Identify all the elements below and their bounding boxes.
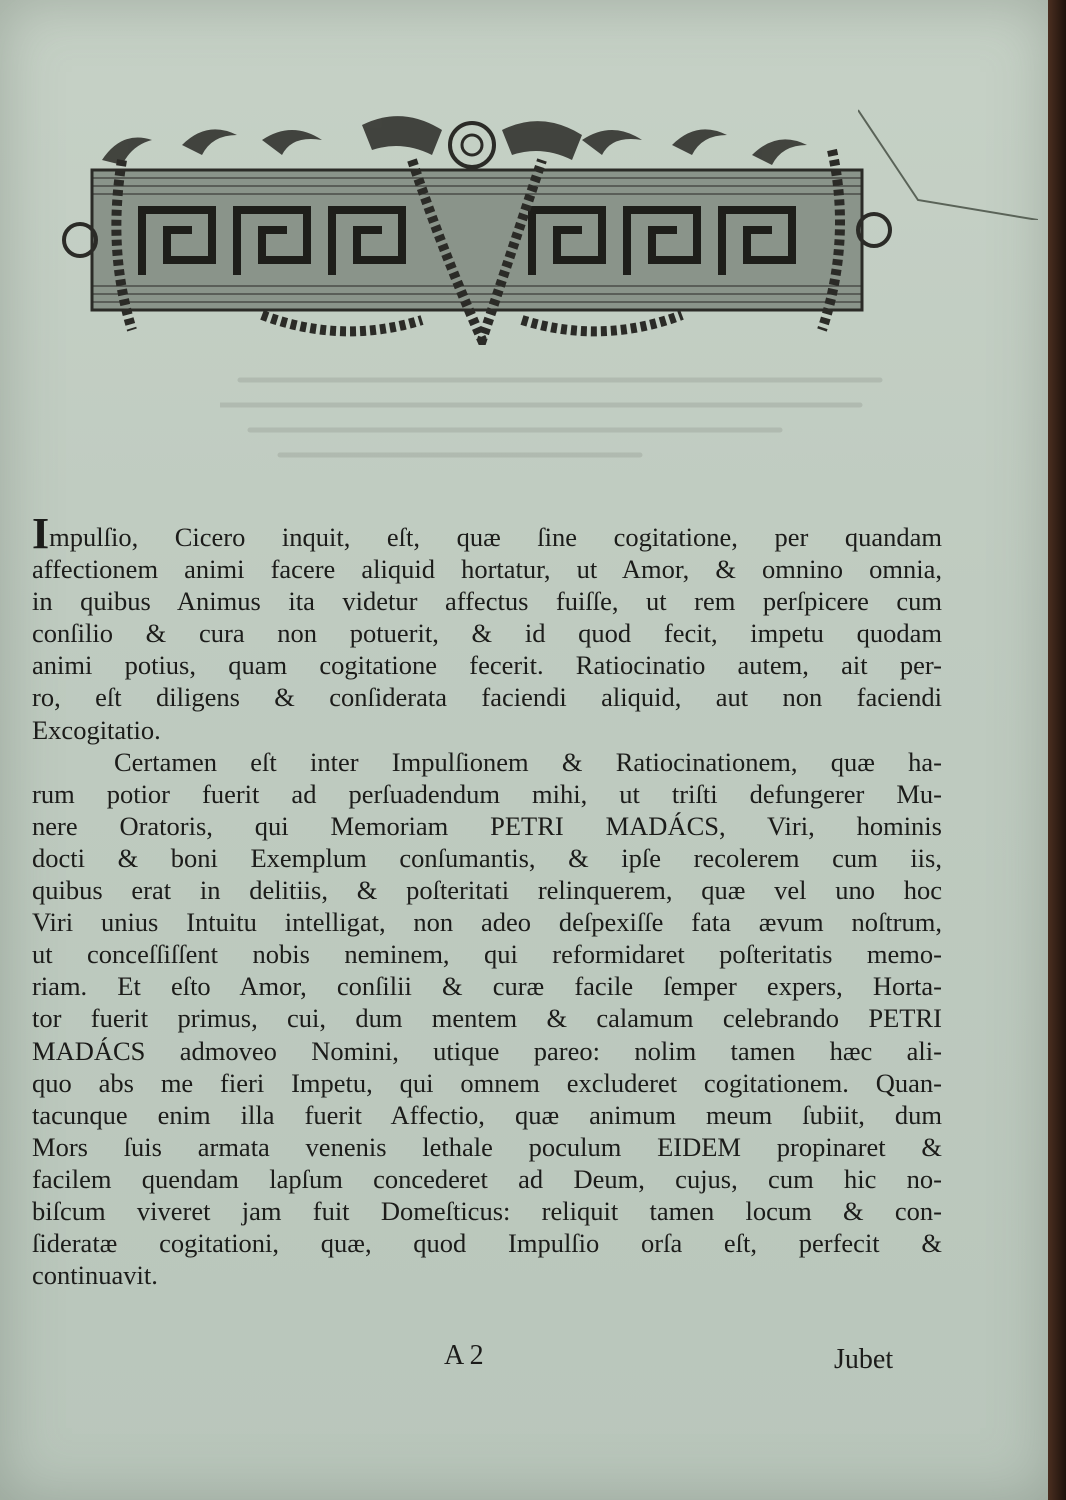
text-line: tor fuerit primus, cui, dum mentem & calamum celebrando PETRI — [32, 1003, 942, 1034]
body-text — [32, 509, 942, 1291]
text-line: ro, eſt diligens & conſiderata faciendi aliquid, aut non faciendi — [32, 682, 942, 713]
text-line: Mors ſuis armata venenis lethale poculum EIDEM propinaret & — [32, 1131, 942, 1162]
text-line: nere Oratoris, qui Memoriam PETRI MADÁCS, Viri, hominis — [32, 810, 942, 841]
text-line: in quibus Animus ita videtur affectus fuiſſe, ut rem perſpicere cum — [32, 586, 942, 617]
text-line: Impulſio, Cicero inquit, eſt, quæ ſine cogitatione, per quandam — [32, 509, 942, 558]
catchword: Jubet — [834, 1344, 894, 1375]
text-line: animi potius, quam cogitatione fecerit. Ratiocinatio autem, ait per- — [32, 650, 942, 681]
text-line: rum potior fuerit ad perſuadendum mihi, ut triſti defungerer Mu- — [32, 778, 942, 809]
text-line: facilem quendam lapſum concederet ad Deum, cujus, cum hic no- — [32, 1163, 942, 1194]
text-line: continuavit. — [32, 1260, 158, 1291]
signature-mark: A 2 — [444, 1340, 484, 1371]
drop-cap: I — [32, 509, 50, 558]
bleed-through-text — [220, 370, 900, 470]
text-line: MADÁCS admoveo Nomini, utique pareo: nolim tamen hæc ali- — [32, 1035, 942, 1066]
greek-key-headpiece — [62, 100, 892, 345]
text-line: quo abs me fieri Impetu, qui omnem excluderet cogitationem. Quan- — [32, 1067, 942, 1098]
text-line: quibus erat in delitiis, & poſteritati relinquerem, quæ vel uno hoc — [32, 875, 942, 906]
text-line: tacunque enim illa fuerit Affectio, quæ animum meum ſubiit, dum — [32, 1099, 942, 1130]
text-line: ſideratæ cogitationi, quæ, quod Impulſio orſa eſt, perfecit & — [32, 1228, 942, 1259]
text-line: ut conceſſiſſent nobis neminem, qui reformidaret poſteritatis memo- — [32, 939, 942, 970]
text-line: biſcum viveret jam fuit Domeſticus: reliquit tamen locum & con- — [32, 1195, 942, 1226]
text-line: Excogitatio. — [32, 714, 161, 745]
text-line: docti & boni Exemplum conſumantis, & ipſe recolerem cum iis, — [32, 842, 942, 873]
page-edge-shadow — [1048, 0, 1066, 1500]
page-fold-crease — [858, 100, 1038, 220]
text-line: Certamen eſt inter Impulſionem & Ratiocinationem, quæ ha- — [114, 746, 942, 777]
text-line: Viri unius Intuitu intelligat, non adeo deſpexiſſe fata ævum noſtrum, — [32, 907, 942, 938]
text-line: conſilio & cura non potuerit, & id quod fecit, impetu quodam — [32, 618, 942, 649]
text-line: riam. Et eſto Amor, conſilii & curæ facile ſemper expers, Horta- — [32, 971, 942, 1002]
text-line: affectionem animi facere aliquid hortatur, ut Amor, & omnino omnia, — [32, 554, 942, 585]
